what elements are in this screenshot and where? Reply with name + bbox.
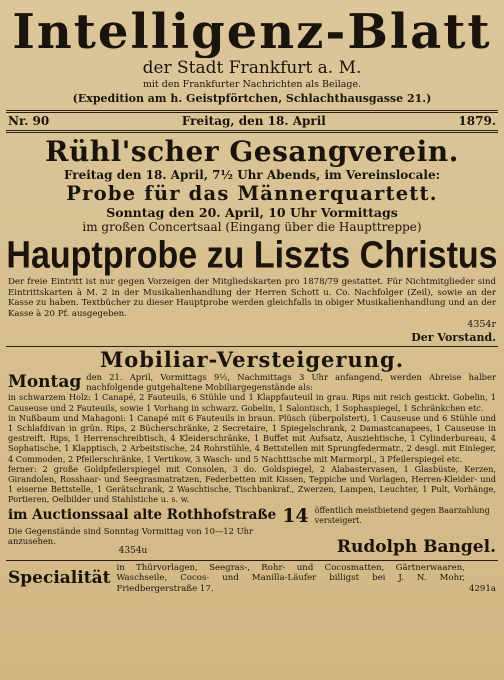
ad-gesangverein — [0, 133, 504, 344]
ad-specialitaet — [0, 561, 504, 595]
verein-body: Der freie Eintritt ist nur gegen Vorzeigen der Mitgliedskarten pro 1878/79 gestattet. Für Nichtmitglieder sind Eintrittskarten à M. 2 in der Musikalienhandlung der Herren Schott u. Co. Nachfolger (Zeil), sowie an der Kasse zu haben. Textbücher zu dieser Hauptprobe werden gleichfalls in obiger Musikalienhandlung und an der Kasse à 20 Pf. ausgegeben. — [8, 277, 496, 319]
auction-intro-row — [0, 372, 504, 392]
verein-footer — [0, 319, 504, 331]
masthead-supplement: mit den Frankfurter Nachrichten als Beilage. — [142, 79, 362, 90]
verein-code: 4354r — [467, 319, 496, 331]
auction-body2: in Nußbaum und Mahagoni: 1 Canapé mit 6 Fauteuils in braun. Plüsch (überpolstert), 1 Causeuse und 6 Stühle und 1 Schlafdivan in grün. Rips, 2 Bücherschränke, 2 Secretaire, 1 Spiegelschrank, 2 Damastcanapees, 1 Causeuse in gestreift. Rips, 1 Herrenschreibtisch, 4 Kleiderschränke, 1 Buffet mit Aufsatz, Ausziehtische, 1 Cylinderbureau, 4 Sophatische, 1 Klapptisch, 2 Arbeitstische, 24 Rohrstühle, 4 Bettstellen mit Sprungfedermatr., 2 desgl. mit Einleger, 4 Commoden, 2 Pfeilerschränke, 1 Vertikow, 3 Wasch- und 5 Nachttische mit Marmorpl., 3 Pfeilerspiegel etc. — [8, 412, 496, 464]
verein-headline: Hauptprobe zu Liszts Christus — [6, 233, 498, 277]
auction-viewing: Die Gegenstände sind Sonntag Vormittag von 10—12 Uhr anzusehen. — [8, 525, 254, 546]
auction-location-tail: öffentlich meistbietend gegen Baarzahlung versteigert. — [314, 506, 490, 525]
auction-auctioneer: Rudolph Bangel. — [336, 536, 496, 557]
auction-body1: in schwarzem Holz: 1 Canapé, 2 Fauteuils, 6 Stühle und 1 Klappfauteuil in grau. Rips mit reich gestickt. Gobelin, 1 Causeuse und 2 Fauteuils, sowie 1 Vorhang in schwarz. Gobelin, 1 Salontisch, 1 Sophaspiegel, 1 Schränkchen etc. — [8, 392, 496, 413]
issue-year: 1879. — [458, 114, 496, 128]
verein-sign-row — [0, 331, 504, 344]
issue-bar — [0, 113, 504, 130]
auction-montag: Montag — [8, 372, 82, 393]
verein-line2: Probe für das Männerquartett. — [66, 183, 438, 205]
verein-line3: Sonntag den 20. April, 10 Uhr Vormittags — [106, 205, 398, 220]
masthead — [0, 0, 504, 107]
auction-intro: den 21. April, Vormittags 9½, Nachmittags 3 Uhr anfangend, werden Abreise halber nachfolgende gutgehaltene Mobiliargegenstände als: — [86, 372, 496, 393]
verein-signature: Der Vorstand. — [411, 331, 496, 345]
auction-body3: ferner: 2 große Goldpfeilerspiegel mit Consolen, 3 do. Goldspiegel, 2 Alabastervasen, 1 Glasbüste, Kerzen, Girandolen, Rosshaar- und Seegrasmatratzen, Federbetten mit Kissen, Teppiche und Vorlagen, Herren-Kleider- und 1 eiserne Bettstelle, 1 Gerätschrank, 2 Waschtische, Tischbankraf., Zwerzen, Lampen, Leuchter, 1 Pult, Vorhänge, Portieren, Oelbilder und Stahlstiche u. s. w. — [8, 463, 496, 505]
auction-location: im Auctionssaal alte Rothhofstraße — [8, 507, 277, 524]
masthead-subtitle: der Stadt Frankfurt a. M. — [142, 58, 362, 78]
auction-location-row — [0, 505, 504, 526]
auction-bottom-row — [0, 526, 504, 557]
issue-number: Nr. 90 — [8, 114, 50, 128]
auction-code: 4354u — [118, 545, 148, 556]
issue-date: Freitag, den 18. April — [181, 114, 326, 128]
verein-heading: Rühl'scher Gesangverein. — [45, 135, 459, 168]
ad-auction — [0, 347, 504, 556]
special-code: 4291a — [469, 584, 496, 595]
masthead-title: Intelligenz-Blatt — [12, 6, 492, 58]
special-label: Specialität — [8, 568, 111, 589]
special-text: in Thürvorlagen, Seegras-, Rohr- und Cocosmatten, Gärtnerwaaren, Waschseile, Cocos- und Manilla-Läufer billigst bei J. N. Mohr, Friedbergerstraße 17. — [116, 562, 465, 594]
masthead-expedition: (Expedition am h. Geistpförtchen, Schlachthausgasse 21.) — [72, 92, 432, 105]
auction-location-number: 14 — [282, 504, 309, 527]
verein-line1: Freitag den 18. April, 7½ Uhr Abends, im Vereinslocale: — [63, 168, 441, 182]
verein-line4: im großen Concertsaal (Eingang über die Haupttreppe) — [82, 220, 422, 234]
auction-heading: Mobiliar-Versteigerung. — [99, 347, 405, 373]
